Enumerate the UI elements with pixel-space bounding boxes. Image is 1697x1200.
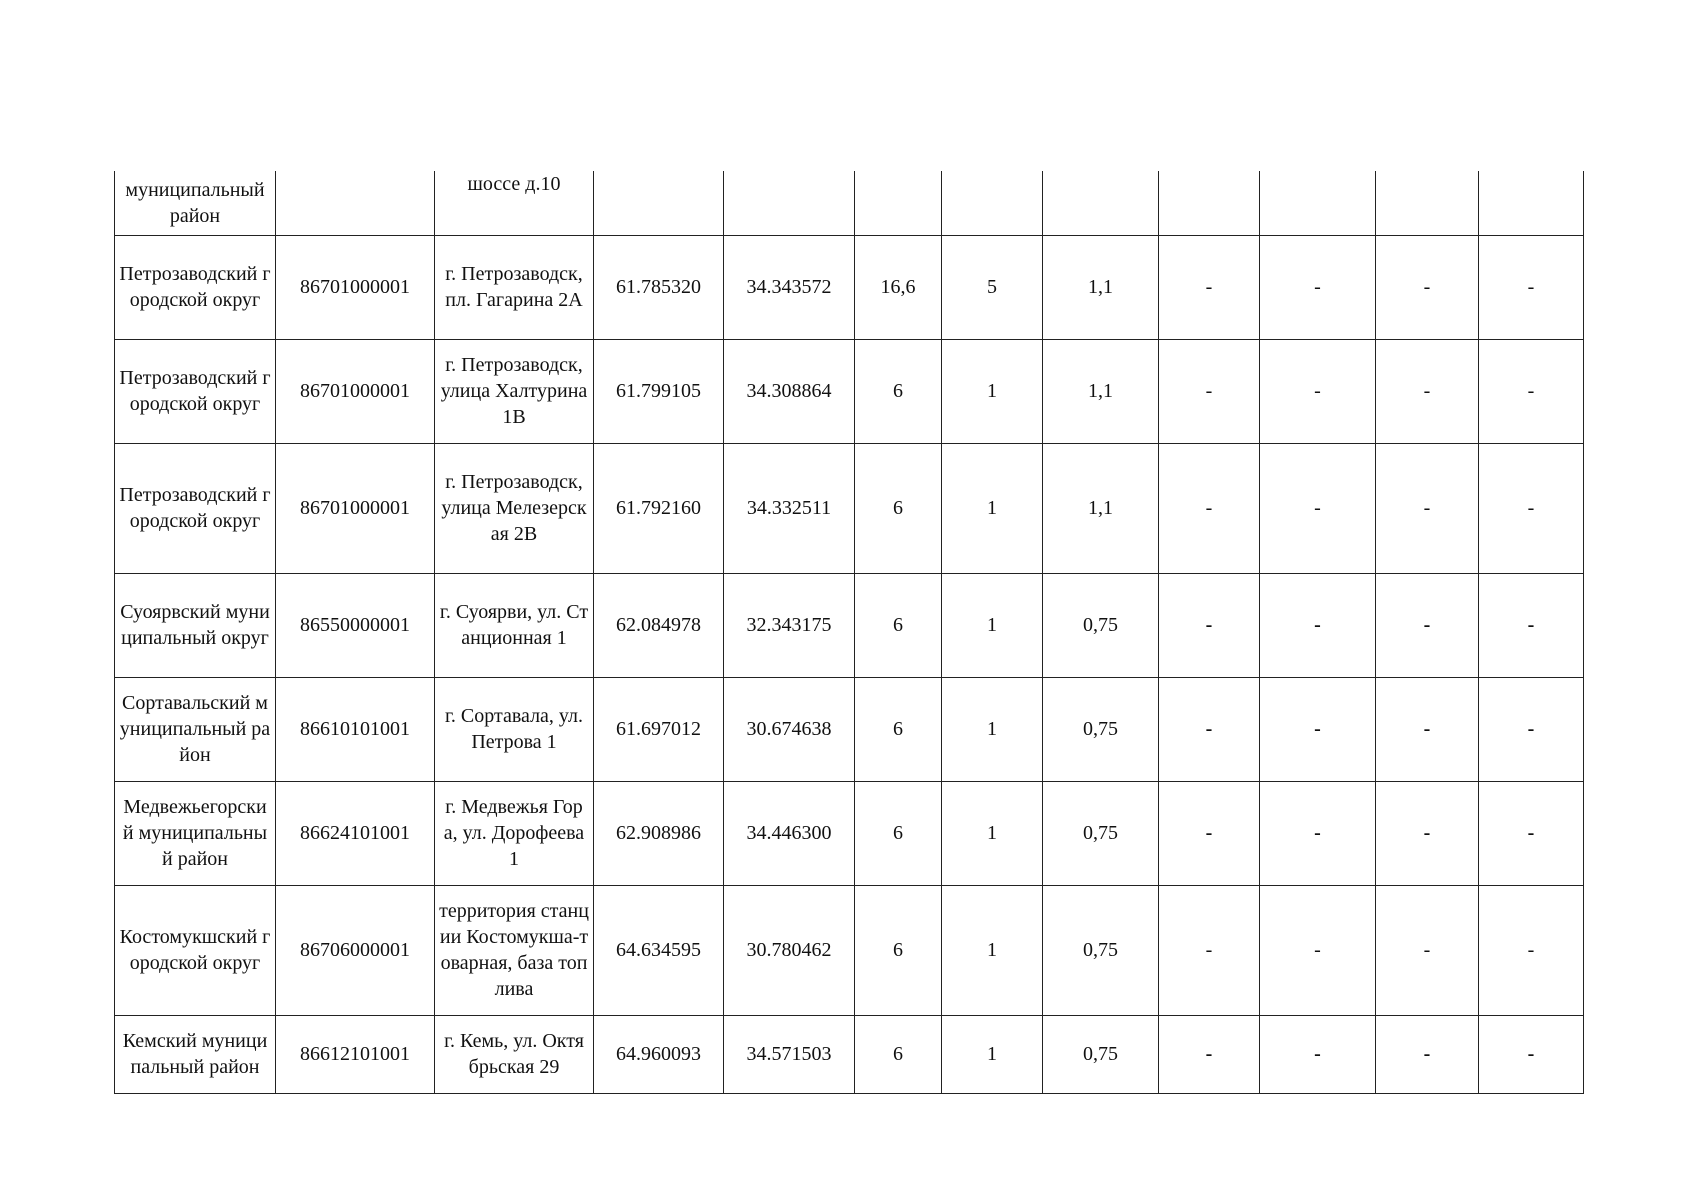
cell-col12: -: [1479, 339, 1584, 443]
cell-address: г. Петрозаводск, улица Мелезерская 2В: [435, 443, 594, 573]
cell-col9: -: [1159, 1015, 1260, 1093]
cell-latitude: 62.908986: [594, 781, 724, 885]
table-row: [115, 573, 1584, 677]
cell-col8: 0,75: [1043, 781, 1159, 885]
table-row: [115, 1015, 1584, 1093]
cell-col6: 6: [855, 781, 942, 885]
cell-col11: -: [1376, 443, 1479, 573]
cell-col9: -: [1159, 781, 1260, 885]
cell-col11: -: [1376, 781, 1479, 885]
cell-municipality: Медвежьегорский муниципальный район: [115, 781, 276, 885]
cell-municipality: Петрозаводский городской округ: [115, 443, 276, 573]
cell-col9: [1159, 171, 1260, 235]
cell-oktmo: 86701000001: [276, 339, 435, 443]
cell-municipality: Костомукшский городской округ: [115, 885, 276, 1015]
cell-col7: 1: [942, 443, 1043, 573]
cell-col9: -: [1159, 677, 1260, 781]
cell-latitude: 61.697012: [594, 677, 724, 781]
cell-col7: 5: [942, 235, 1043, 339]
cell-latitude: 61.799105: [594, 339, 724, 443]
cell-longitude: 34.332511: [724, 443, 855, 573]
cell-municipality: Сортавальский муниципальный район: [115, 677, 276, 781]
cell-col11: -: [1376, 885, 1479, 1015]
table-container: [114, 171, 1584, 1094]
cell-latitude: 61.792160: [594, 443, 724, 573]
cell-col12: -: [1479, 677, 1584, 781]
cell-col7: 1: [942, 339, 1043, 443]
cell-address: территория станции Костомукша-товарная, база топлива: [435, 885, 594, 1015]
cell-col10: -: [1260, 677, 1376, 781]
cell-col12: -: [1479, 885, 1584, 1015]
cell-col8: 1,1: [1043, 235, 1159, 339]
stations-table: [114, 171, 1584, 1094]
cell-address: шоссе д.10: [435, 171, 594, 235]
cell-col8: 1,1: [1043, 339, 1159, 443]
cell-col11: -: [1376, 677, 1479, 781]
cell-col11: -: [1376, 1015, 1479, 1093]
cell-col9: -: [1159, 573, 1260, 677]
cell-longitude: 32.343175: [724, 573, 855, 677]
cell-longitude: 30.674638: [724, 677, 855, 781]
table-row: [115, 677, 1584, 781]
cell-address: г. Сортавала, ул. Петрова 1: [435, 677, 594, 781]
cell-col10: -: [1260, 339, 1376, 443]
cell-col10: [1260, 171, 1376, 235]
cell-latitude: 62.084978: [594, 573, 724, 677]
cell-col6: 6: [855, 1015, 942, 1093]
cell-col12: -: [1479, 235, 1584, 339]
cell-col7: 1: [942, 781, 1043, 885]
cell-municipality: Кемский муниципальный район: [115, 1015, 276, 1093]
cell-col10: -: [1260, 443, 1376, 573]
cell-municipality: Петрозаводский городской округ: [115, 339, 276, 443]
cell-longitude: 34.446300: [724, 781, 855, 885]
cell-col9: -: [1159, 339, 1260, 443]
cell-address: г. Суоярви, ул. Станционная 1: [435, 573, 594, 677]
cell-col6: 6: [855, 573, 942, 677]
cell-col11: [1376, 171, 1479, 235]
cell-col7: 1: [942, 677, 1043, 781]
cell-col11: -: [1376, 573, 1479, 677]
cell-col7: [942, 171, 1043, 235]
table-row: [115, 339, 1584, 443]
cell-latitude: 64.634595: [594, 885, 724, 1015]
cell-oktmo: 86706000001: [276, 885, 435, 1015]
cell-longitude: 30.780462: [724, 885, 855, 1015]
cell-municipality: муниципальный район: [115, 171, 276, 235]
cell-address: г. Кемь, ул. Октябрьская 29: [435, 1015, 594, 1093]
cell-col12: -: [1479, 1015, 1584, 1093]
cell-col8: [1043, 171, 1159, 235]
cell-col6: 6: [855, 885, 942, 1015]
cell-col11: -: [1376, 339, 1479, 443]
cell-latitude: 61.785320: [594, 235, 724, 339]
cell-col10: -: [1260, 781, 1376, 885]
cell-col8: 0,75: [1043, 885, 1159, 1015]
cell-col12: [1479, 171, 1584, 235]
cell-col6: 6: [855, 677, 942, 781]
cell-address: г. Медвежья Гора, ул. Дорофеева 1: [435, 781, 594, 885]
cell-col7: 1: [942, 1015, 1043, 1093]
cell-latitude: 64.960093: [594, 1015, 724, 1093]
cell-longitude: [724, 171, 855, 235]
cell-col8: 0,75: [1043, 1015, 1159, 1093]
cell-col12: -: [1479, 781, 1584, 885]
cell-oktmo: 86624101001: [276, 781, 435, 885]
cell-col6: 6: [855, 443, 942, 573]
cell-col10: -: [1260, 573, 1376, 677]
cell-col10: -: [1260, 235, 1376, 339]
cell-address: г. Петрозаводск, пл. Гагарина 2А: [435, 235, 594, 339]
cell-col7: 1: [942, 573, 1043, 677]
cell-col6: [855, 171, 942, 235]
cell-address: г. Петрозаводск, улица Халтурина 1В: [435, 339, 594, 443]
cell-col12: -: [1479, 443, 1584, 573]
cell-col10: -: [1260, 1015, 1376, 1093]
cell-col12: -: [1479, 573, 1584, 677]
cell-col9: -: [1159, 235, 1260, 339]
cell-oktmo: 86550000001: [276, 573, 435, 677]
cell-col8: 0,75: [1043, 573, 1159, 677]
cell-col11: -: [1376, 235, 1479, 339]
table-row: [115, 443, 1584, 573]
cell-latitude: [594, 171, 724, 235]
cell-col10: -: [1260, 885, 1376, 1015]
cell-oktmo: [276, 171, 435, 235]
cell-longitude: 34.308864: [724, 339, 855, 443]
table-row: [115, 885, 1584, 1015]
cell-municipality: Петрозаводский городской округ: [115, 235, 276, 339]
cell-col6: 16,6: [855, 235, 942, 339]
cell-oktmo: 86610101001: [276, 677, 435, 781]
cell-municipality: Суоярвский муниципальный округ: [115, 573, 276, 677]
cell-col6: 6: [855, 339, 942, 443]
cell-oktmo: 86612101001: [276, 1015, 435, 1093]
cell-col9: -: [1159, 885, 1260, 1015]
cell-col8: 1,1: [1043, 443, 1159, 573]
cell-col9: -: [1159, 443, 1260, 573]
cell-longitude: 34.571503: [724, 1015, 855, 1093]
cell-col8: 0,75: [1043, 677, 1159, 781]
cell-oktmo: 86701000001: [276, 235, 435, 339]
cell-oktmo: 86701000001: [276, 443, 435, 573]
table-row: [115, 235, 1584, 339]
table-row: [115, 171, 1584, 235]
table-row: [115, 781, 1584, 885]
cell-longitude: 34.343572: [724, 235, 855, 339]
cell-col7: 1: [942, 885, 1043, 1015]
